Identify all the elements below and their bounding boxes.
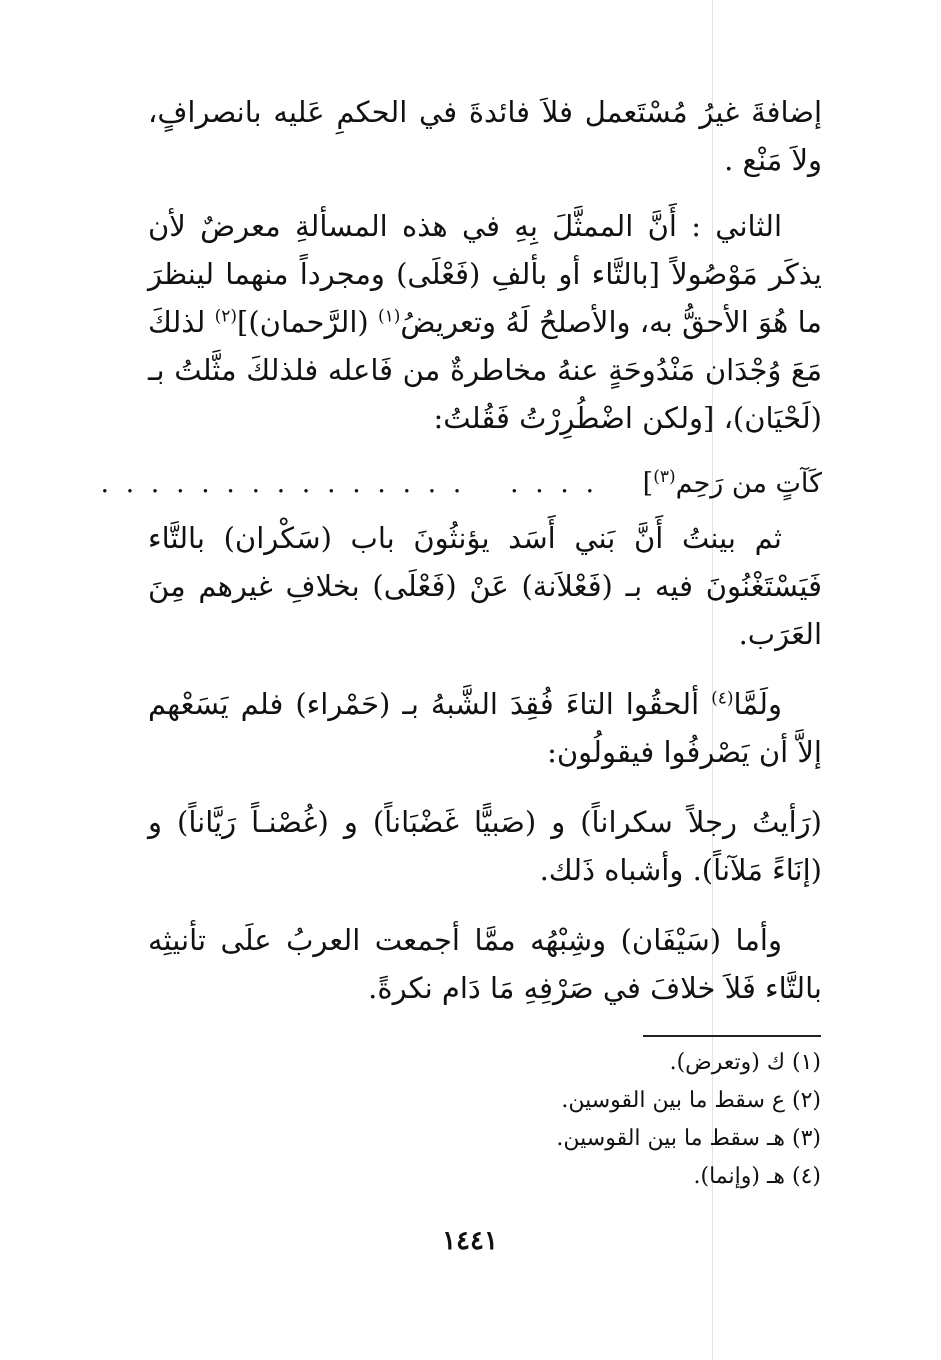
main-text bbox=[100, 88, 822, 1012]
paragraph-1 bbox=[148, 88, 822, 184]
paragraph-4 bbox=[148, 680, 822, 776]
footnote-ref-3: (٣) bbox=[653, 467, 676, 487]
paragraph-2-text-b: (الرَّحمان)] bbox=[237, 305, 378, 339]
verse-dots-long: . . . . . . . . . . . . . . . bbox=[100, 468, 466, 499]
paragraph-5-text: (رَأيتُ رجلاً سكراناً) و (صَبيًّا غَضْبَاناً) و (غُصْنـاً رَيَّاناً) و (إنَاءً مَلآناً). وأشباه ذَلك. bbox=[148, 805, 822, 887]
footnote-ref-4: (٤) bbox=[711, 688, 734, 709]
footnote-separator bbox=[643, 1035, 821, 1037]
paragraph-6-text: وأما (سَيْفَان) وشِبْهُه ممَّا أجمعت العربُ علَى تأنيثِه بالتَّاء فَلاَ خلافَ في صَرْفِهِ مَا دَام نكرةً. bbox=[148, 923, 822, 1005]
footnote-ref-1: (١) bbox=[377, 306, 401, 327]
paragraph-2-text-a: الثاني : أَنَّ الممثَّلَ بِهِ في هذه المسألةِ معرضٌ لأن يذكَر مَوْصُولاً [بالتَّاء أو بألفِ (فَعْلَى) ومجرداً منهما لينظرَ ما هُوَ الأحقُّ به، والأصلحُ لَهُ وتعريضُ bbox=[148, 209, 822, 339]
footnote-1: (١) ك (وتعرض). bbox=[669, 1050, 821, 1075]
paragraph-5 bbox=[148, 798, 822, 894]
footnote-4: (٤) هـ (وإنما). bbox=[693, 1164, 821, 1189]
paragraph-3 bbox=[148, 514, 822, 658]
paragraph-2 bbox=[148, 202, 822, 442]
verse-text: كَآتٍ من رَحِم bbox=[675, 468, 822, 499]
paragraph-2-text-c: لذلكَ مَعَ وُجْدَان مَنْدُوحَةٍ عنهُ مخاطرةٌ من فَاعله فلذلكَ مثَّلتُ بـ (لَحْيَان)، [ولكن اضْطُرِرْتُ فَقُلتُ: bbox=[148, 305, 822, 435]
paragraph-1-text: إضافةَ غيرُ مُسْتَعمل فلاَ فائدةَ في الحكمِ عَليه بانصرافٍ، ولاَ مَنْع . bbox=[148, 95, 822, 177]
verse-dots-short: . . . . bbox=[509, 468, 599, 499]
verse-line: كَآتٍ من رَحِم$^{(٣)}$] . . . . . . . . . . . . . . . . . . . bbox=[148, 464, 822, 504]
paragraph-4-text-a: ولَمَّا bbox=[733, 687, 782, 721]
footnote-3: (٣) هـ سقط ما بين القوسين. bbox=[556, 1126, 821, 1151]
paragraph-4-text-b: ألحقُوا التاءَ فُقِدَ الشَّبهُ بـ (حَمْراء) فلم يَسَعْهم إلاَّ أن يَصْرفُوا فيقولُون: bbox=[148, 687, 822, 769]
footnote-2: (٢) ع سقط ما بين القوسين. bbox=[561, 1088, 821, 1113]
footnotes bbox=[460, 1044, 821, 1196]
paragraph-6 bbox=[148, 916, 822, 1012]
paragraph-3-text: ثم بينتُ أَنَّ بَني أَسَد يؤنثُونَ باب (سَكْران) بالتَّاء فَيَسْتَغْنُونَ فيه بـ (فَعْلاَنة) عَنْ (فَعْلَى) بخلافِ غيرهم مِنَ العَرَب. bbox=[148, 521, 822, 651]
page-number: ١٤٤١ bbox=[442, 1226, 498, 1256]
footnote-ref-2: (٢) bbox=[214, 306, 238, 327]
